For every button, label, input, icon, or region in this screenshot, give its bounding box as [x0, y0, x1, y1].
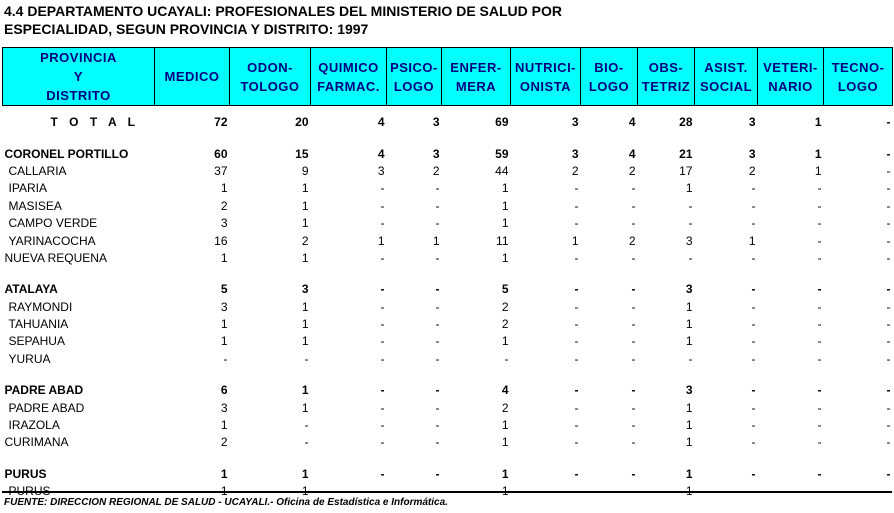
value-cell: 1 [301, 299, 309, 314]
value-cell: 1 [685, 299, 693, 314]
value-cell: - [817, 351, 822, 366]
district-row [3, 316, 893, 333]
column-header [824, 48, 893, 106]
value-cell: - [817, 216, 822, 231]
value-cell: 1 [571, 233, 579, 248]
value-cell: - [688, 216, 693, 231]
district-row [3, 434, 893, 451]
value-cell: - [380, 435, 385, 450]
value-cell: - [574, 418, 579, 433]
column-header-line: LOGO [588, 78, 630, 94]
value-cell: 3 [685, 282, 693, 297]
value-cell: 2 [501, 400, 509, 415]
value-cell: 2 [501, 317, 509, 332]
value-cell: - [631, 282, 636, 297]
value-cell: 2 [501, 299, 509, 314]
value-cell: 3 [571, 146, 579, 161]
value-cell: 1 [301, 334, 309, 349]
value-cell: 1 [301, 181, 309, 196]
value-cell: - [886, 282, 891, 297]
value-cell: - [886, 484, 891, 499]
spacer-row [3, 452, 893, 466]
value-cell: 5 [220, 282, 228, 297]
value-cell: 3 [432, 115, 440, 130]
value-cell: 1 [685, 484, 693, 499]
district-row [3, 351, 893, 368]
value-cell: 1 [814, 163, 822, 178]
value-cell: - [886, 198, 891, 213]
value-cell: 1 [220, 418, 228, 433]
value-cell: 3 [748, 146, 756, 161]
value-cell: 2 [432, 163, 440, 178]
value-cell: 1 [220, 484, 228, 499]
value-cell: - [435, 216, 440, 231]
value-cell: - [817, 317, 822, 332]
table-title-line-2: ESPECIALIDAD, SEGUN PROVINCIA Y DISTRITO: 1997 [4, 21, 369, 37]
value-cell: 4 [628, 115, 636, 130]
value-cell: - [886, 216, 891, 231]
province-row [3, 466, 893, 483]
value-cell: - [574, 351, 579, 366]
value-cell: - [751, 351, 756, 366]
value-cell: - [817, 466, 822, 481]
source-note: FUENTE: DIRECCION REGIONAL DE SALUD - UCAYALI.- Oficina de Estadística e Informática. [4, 497, 448, 508]
column-header-line: ODON- [247, 59, 293, 75]
value-cell: - [435, 418, 440, 433]
value-cell: - [817, 299, 822, 314]
column-header-line: LOGO [393, 78, 435, 94]
value-cell: - [886, 115, 891, 130]
value-cell: 3 [432, 146, 440, 161]
value-cell: 1 [301, 198, 309, 213]
value-cell: 1 [301, 400, 309, 415]
value-cell: 1 [301, 216, 309, 231]
value-cell: - [574, 484, 579, 499]
value-cell: 1 [685, 334, 693, 349]
value-cell: 37 [214, 163, 228, 178]
column-header [581, 48, 638, 106]
value-cell: - [886, 233, 891, 248]
value-cell: 28 [679, 115, 693, 130]
column-header-line: VETERI- [763, 59, 818, 75]
value-cell: 3 [220, 216, 228, 231]
district-row [3, 198, 893, 215]
value-cell: 59 [495, 146, 509, 161]
row-label: CALLARIA [8, 163, 67, 178]
row-label: CORONEL PORTILLO [4, 146, 129, 161]
value-cell: 1 [432, 233, 440, 248]
value-cell: - [435, 334, 440, 349]
row-label: T O T A L [50, 115, 139, 130]
value-cell: - [574, 282, 579, 297]
province-row [3, 382, 893, 399]
value-cell: 3 [220, 400, 228, 415]
value-cell: - [223, 351, 228, 366]
column-header [3, 48, 155, 106]
column-header-line: Y [73, 69, 84, 84]
value-cell: - [380, 383, 385, 398]
value-cell: - [817, 383, 822, 398]
column-header-line: SOCIAL [699, 78, 753, 94]
value-cell: 9 [301, 163, 309, 178]
column-header-line: OBS- [648, 59, 684, 75]
value-cell: - [380, 250, 385, 265]
value-cell: 1 [501, 334, 509, 349]
value-cell: 2 [628, 163, 636, 178]
value-cell: - [574, 334, 579, 349]
value-cell: 1 [301, 383, 309, 398]
value-cell: - [574, 181, 579, 196]
column-header-line: ONISTA [519, 78, 572, 94]
value-cell: 2 [220, 435, 228, 450]
spacer-cell [3, 131, 893, 145]
value-cell: - [886, 418, 891, 433]
value-cell: - [304, 351, 309, 366]
value-cell: - [435, 484, 440, 499]
province-row [3, 145, 893, 162]
value-cell: - [751, 435, 756, 450]
value-cell: 1 [685, 466, 693, 481]
value-cell: 1 [685, 418, 693, 433]
value-cell: - [886, 435, 891, 450]
spacer-row [3, 106, 893, 115]
value-cell: - [631, 466, 636, 481]
value-cell: 1 [220, 250, 228, 265]
spacer-cell [3, 267, 893, 281]
value-cell: 60 [214, 146, 228, 161]
value-cell: - [574, 250, 579, 265]
value-cell: 21 [679, 146, 693, 161]
value-cell: - [574, 216, 579, 231]
district-row [3, 232, 893, 249]
value-cell: - [688, 351, 693, 366]
value-cell: 15 [295, 146, 309, 161]
value-cell: - [380, 334, 385, 349]
row-label: RAYMONDI [8, 299, 73, 314]
value-cell: - [631, 299, 636, 314]
column-header-line: NARIO [768, 78, 813, 94]
value-cell: 4 [628, 146, 636, 161]
value-cell: 3 [685, 383, 693, 398]
column-header-line: ASIST. [704, 59, 748, 75]
value-cell: - [817, 181, 822, 196]
row-label: YARINACOCHA [8, 233, 96, 248]
value-cell: - [631, 418, 636, 433]
value-cell: - [817, 198, 822, 213]
value-cell: - [435, 181, 440, 196]
column-header-line: PROVINCIA [40, 50, 117, 65]
value-cell: - [751, 299, 756, 314]
value-cell: - [886, 400, 891, 415]
value-cell: - [688, 198, 693, 213]
value-cell: 3 [377, 163, 385, 178]
value-cell: 69 [495, 115, 509, 130]
value-cell: - [751, 484, 756, 499]
value-cell: - [886, 466, 891, 481]
value-cell: 1 [501, 466, 509, 481]
column-header [311, 48, 387, 106]
value-cell: 44 [495, 163, 509, 178]
value-cell: 1 [685, 400, 693, 415]
column-header [511, 48, 581, 106]
column-header-line: BIO- [594, 59, 624, 75]
value-cell: 1 [501, 484, 509, 499]
spacer-cell [3, 368, 893, 382]
value-cell: 1 [301, 317, 309, 332]
value-cell: - [304, 435, 309, 450]
district-row [3, 163, 893, 180]
value-cell: - [380, 351, 385, 366]
value-cell: - [886, 181, 891, 196]
value-cell: - [574, 383, 579, 398]
column-header-line: TOLOGO [240, 78, 300, 94]
row-label: MASISEA [8, 198, 62, 213]
value-cell: - [380, 282, 385, 297]
value-cell: 4 [501, 383, 509, 398]
value-cell: - [380, 466, 385, 481]
value-cell: 2 [628, 233, 636, 248]
value-cell: - [751, 466, 756, 481]
district-row [3, 333, 893, 350]
value-cell: - [751, 181, 756, 196]
value-cell: - [631, 484, 636, 499]
spacer-cell [3, 452, 893, 466]
value-cell: 1 [748, 233, 756, 248]
value-cell: 1 [501, 435, 509, 450]
value-cell: - [751, 317, 756, 332]
value-cell: - [751, 383, 756, 398]
total-row [3, 114, 893, 131]
value-cell: 1 [220, 466, 228, 481]
value-cell: - [380, 198, 385, 213]
value-cell: - [886, 383, 891, 398]
value-cell: - [435, 383, 440, 398]
value-cell: - [751, 334, 756, 349]
value-cell: - [817, 484, 822, 499]
value-cell: - [631, 351, 636, 366]
district-row [3, 180, 893, 197]
value-cell: - [817, 418, 822, 433]
value-cell: - [631, 250, 636, 265]
value-cell: - [751, 216, 756, 231]
footer-rule [2, 491, 892, 493]
row-label: PURUS [8, 484, 51, 499]
value-cell: - [751, 282, 756, 297]
value-cell: - [435, 435, 440, 450]
table-header-row [3, 48, 893, 106]
health-professionals-table [2, 47, 893, 500]
value-cell: 2 [748, 163, 756, 178]
row-label: PURUS [4, 466, 47, 481]
value-cell: 1 [377, 233, 385, 248]
value-cell: - [751, 250, 756, 265]
value-cell: 1 [501, 216, 509, 231]
value-cell: 1 [301, 250, 309, 265]
value-cell: - [886, 351, 891, 366]
column-header-line: PSICO- [390, 59, 438, 75]
value-cell: 1 [501, 250, 509, 265]
column-header [758, 48, 824, 106]
value-cell: - [304, 418, 309, 433]
row-label: IPARIA [8, 181, 47, 196]
value-cell: 3 [220, 299, 228, 314]
value-cell: - [817, 250, 822, 265]
row-label: CURIMANA [4, 435, 69, 450]
value-cell: - [886, 334, 891, 349]
column-header-line: FARMAC. [317, 78, 380, 94]
column-header-line: NUTRICI- [514, 59, 577, 75]
value-cell: - [380, 484, 385, 499]
value-cell: - [886, 163, 891, 178]
value-cell: - [631, 400, 636, 415]
value-cell: - [886, 299, 891, 314]
value-cell: 1 [685, 181, 693, 196]
value-cell: 1 [501, 198, 509, 213]
value-cell: - [817, 282, 822, 297]
value-cell: - [688, 250, 693, 265]
district-row [3, 417, 893, 434]
row-label: SEPAHUA [8, 334, 65, 349]
value-cell: - [435, 282, 440, 297]
value-cell: - [435, 466, 440, 481]
value-cell: - [380, 418, 385, 433]
column-header [638, 48, 695, 106]
value-cell: 3 [748, 115, 756, 130]
value-cell: - [631, 198, 636, 213]
value-cell: - [435, 198, 440, 213]
value-cell: 6 [220, 383, 228, 398]
value-cell: - [631, 216, 636, 231]
value-cell: 3 [301, 282, 309, 297]
value-cell: 4 [377, 115, 385, 130]
value-cell: - [380, 181, 385, 196]
province-row [3, 281, 893, 298]
row-label: NUEVA REQUENA [4, 250, 107, 265]
value-cell: 1 [814, 115, 822, 130]
value-cell: 17 [679, 163, 693, 178]
row-label: ATALAYA [4, 282, 58, 297]
value-cell: 16 [214, 233, 228, 248]
value-cell: 2 [301, 233, 309, 248]
district-row [3, 215, 893, 232]
value-cell: - [574, 299, 579, 314]
row-label: PADRE ABAD [4, 383, 84, 398]
spacer-cell [3, 106, 893, 115]
row-label: IRAZOLA [8, 418, 60, 433]
value-cell: - [817, 334, 822, 349]
value-cell: 1 [814, 146, 822, 161]
table-body [3, 106, 893, 501]
column-header-line: TETRIZ [641, 78, 691, 94]
value-cell: - [817, 435, 822, 450]
value-cell: - [435, 250, 440, 265]
value-cell: 2 [220, 198, 228, 213]
value-cell: - [380, 216, 385, 231]
spacer-row [3, 131, 893, 145]
column-header [387, 48, 442, 106]
value-cell: 72 [214, 115, 228, 130]
value-cell: - [631, 317, 636, 332]
value-cell: 1 [501, 181, 509, 196]
value-cell: 1 [220, 334, 228, 349]
value-cell: - [886, 250, 891, 265]
value-cell: 5 [501, 282, 509, 297]
value-cell: - [574, 198, 579, 213]
value-cell: - [631, 334, 636, 349]
district-row [3, 399, 893, 416]
value-cell: 1 [301, 484, 309, 499]
value-cell: - [574, 466, 579, 481]
value-cell: 1 [220, 181, 228, 196]
value-cell: 1 [685, 435, 693, 450]
column-header [695, 48, 758, 106]
column-header-line: LOGO [837, 78, 879, 94]
district-row [3, 250, 893, 267]
value-cell: 20 [295, 115, 309, 130]
row-label: YURUA [8, 351, 51, 366]
column-header-line: TECNO- [831, 59, 885, 75]
column-header-line: MERA [455, 78, 497, 94]
value-cell: - [380, 299, 385, 314]
value-cell: - [631, 435, 636, 450]
row-label: TAHUANIA [8, 317, 69, 332]
value-cell: 3 [571, 115, 579, 130]
value-cell: 3 [685, 233, 693, 248]
value-cell: - [886, 317, 891, 332]
value-cell: 4 [377, 146, 385, 161]
value-cell: - [631, 181, 636, 196]
column-header [442, 48, 511, 106]
column-header [230, 48, 311, 106]
column-header-line: QUIMICO [318, 59, 379, 75]
value-cell: - [631, 383, 636, 398]
value-cell: 11 [496, 233, 509, 248]
value-cell: 1 [501, 418, 509, 433]
value-cell: 1 [685, 317, 693, 332]
value-cell: - [886, 146, 891, 161]
value-cell: - [435, 351, 440, 366]
value-cell: - [751, 400, 756, 415]
value-cell: - [817, 233, 822, 248]
value-cell: 1 [220, 317, 228, 332]
value-cell: - [504, 351, 509, 366]
column-header-line: DISTRITO [46, 88, 111, 103]
value-cell: 2 [571, 163, 579, 178]
value-cell: - [435, 400, 440, 415]
value-cell: - [751, 198, 756, 213]
value-cell: - [574, 317, 579, 332]
column-header [155, 48, 230, 106]
district-row [3, 299, 893, 316]
table-title-line-1: 4.4 DEPARTAMENTO UCAYALI: PROFESIONALES DEL MINISTERIO DE SALUD POR [4, 3, 562, 19]
value-cell: - [574, 435, 579, 450]
value-cell: - [435, 299, 440, 314]
value-cell: - [817, 400, 822, 415]
value-cell: - [380, 317, 385, 332]
value-cell: - [435, 317, 440, 332]
value-cell: 1 [301, 466, 309, 481]
value-cell: - [751, 418, 756, 433]
spacer-row [3, 267, 893, 281]
value-cell: - [380, 400, 385, 415]
row-label: CAMPO VERDE [8, 216, 98, 231]
spacer-row [3, 368, 893, 382]
value-cell: - [574, 400, 579, 415]
column-header-line: MEDICO [164, 69, 220, 84]
column-header-line: ENFER- [450, 59, 502, 75]
row-label: PADRE ABAD [8, 400, 85, 415]
